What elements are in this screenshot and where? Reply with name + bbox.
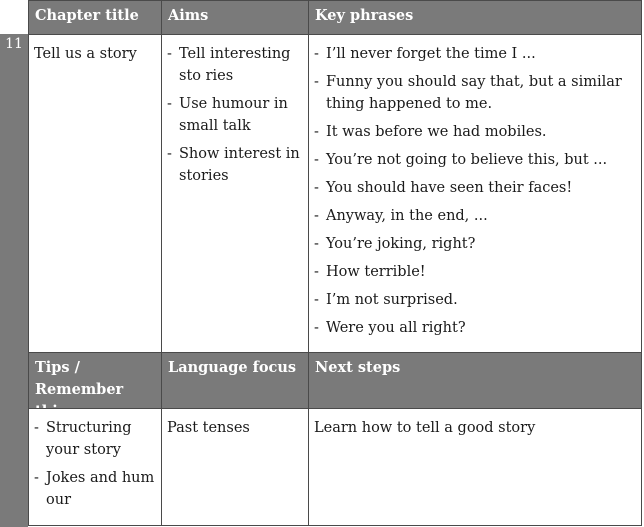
header-tips: Tips / Remember [28, 352, 162, 409]
language-focus-cell [161, 408, 309, 526]
next-steps-cell [308, 408, 642, 526]
tip-item: - Structuring your story [34, 417, 156, 461]
header-chapter-title: Chapter title [28, 0, 162, 35]
key-phrase-item: - You should have seen their faces! [314, 177, 636, 199]
header-key-phrases: Key phrases [308, 0, 642, 35]
key-phrase-item: - You’re joking, right? [314, 233, 636, 255]
next-steps-text: Learn how to tell a good story [314, 420, 536, 436]
key-phrase-item: - You’re not going to believe this, but ... [314, 149, 636, 171]
key-phrase-item: - How terrible! [314, 261, 636, 283]
aim-item: - Show interest in stories [167, 143, 303, 187]
chapter-title-text: Tell us a story [34, 46, 137, 62]
aim-item: - Use humour in small talk [167, 93, 303, 137]
aim-item: - Tell interesting sto ries [167, 43, 303, 87]
key-phrases-cell [308, 34, 642, 353]
key-phrase-item: - I’ll never forget the time I ... [314, 43, 636, 65]
key-phrase-item: - It was before we had mobiles. [314, 121, 636, 143]
key-phrases-list [314, 43, 636, 339]
header-aims: Aims [161, 0, 309, 35]
key-phrase-item: - Were you all right? [314, 317, 636, 339]
key-phrase-item: - Anyway, in the end, ... [314, 205, 636, 227]
chapter-title-cell [28, 34, 162, 353]
key-phrase-item: - I’m not surprised. [314, 289, 636, 311]
key-phrase-item: - Funny you should say that, but a similar thing happened to me. [314, 71, 636, 115]
tip-item: - Jokes and hum our [34, 467, 156, 511]
header-language-focus: Language focus [161, 352, 309, 409]
header-next-steps: Next steps [308, 352, 642, 409]
tips-cell [28, 408, 162, 526]
language-focus-text: Past tenses [167, 420, 250, 436]
aims-list [167, 43, 303, 187]
aims-cell [161, 34, 309, 353]
unit-strip [0, 34, 28, 527]
tips-list [34, 417, 156, 511]
unit-number: 11 [5, 36, 23, 52]
